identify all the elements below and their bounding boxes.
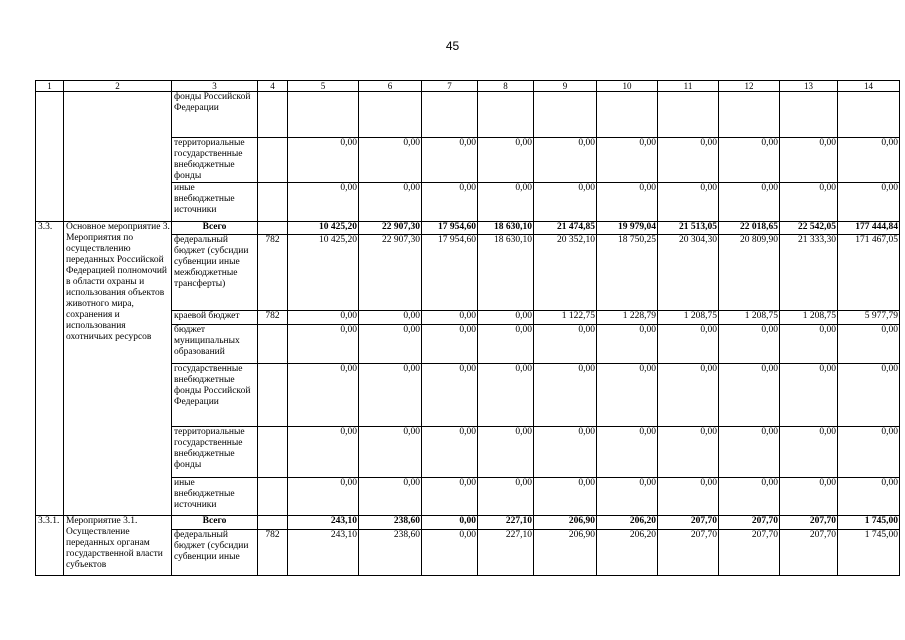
funding-source-cell: бюджет муниципальных образований — [172, 325, 258, 364]
value-cell: 0,00 — [780, 138, 838, 183]
item-name-cell: Мероприятие 3.1. Осуществление переданных органам государственной власти субъектов — [64, 516, 172, 576]
value-cell — [658, 92, 719, 138]
value-cell: 0,00 — [359, 478, 422, 516]
value-cell: 0,00 — [780, 427, 838, 478]
value-cell: 21 333,30 — [780, 235, 838, 311]
value-cell: 0,00 — [359, 183, 422, 222]
value-cell: 243,10 — [288, 530, 359, 576]
column-number-2: 2 — [64, 81, 172, 92]
value-cell: 206,20 — [597, 530, 658, 576]
funding-source-cell: иные внебюджетные источники — [172, 183, 258, 222]
value-cell: 238,60 — [359, 530, 422, 576]
value-cell: 0,00 — [478, 311, 534, 325]
value-cell: 0,00 — [780, 325, 838, 364]
value-cell: 0,00 — [597, 138, 658, 183]
value-cell: 0,00 — [422, 478, 478, 516]
value-cell: 0,00 — [478, 427, 534, 478]
value-cell: 0,00 — [422, 183, 478, 222]
code-cell — [258, 325, 288, 364]
column-number-3: 3 — [172, 81, 258, 92]
value-cell: 20 304,30 — [658, 235, 719, 311]
value-cell: 18 630,10 — [478, 222, 534, 235]
value-cell: 21 474,85 — [534, 222, 597, 235]
value-cell: 21 513,05 — [658, 222, 719, 235]
value-cell: 0,00 — [422, 311, 478, 325]
table-row — [36, 516, 900, 530]
value-cell: 5 977,79 — [838, 311, 900, 325]
funding-source-cell: иные внебюджетные источники — [172, 478, 258, 516]
value-cell: 0,00 — [422, 325, 478, 364]
budget-table — [35, 80, 900, 576]
column-number-10: 10 — [597, 81, 658, 92]
item-number-cell: 3.3. — [36, 222, 64, 516]
value-cell: 0,00 — [288, 364, 359, 427]
column-number-13: 13 — [780, 81, 838, 92]
value-cell — [534, 92, 597, 138]
funding-source-cell: территориальные государственные внебюджетные фонды — [172, 138, 258, 183]
funding-source-cell: краевой бюджет — [172, 311, 258, 325]
value-cell — [478, 92, 534, 138]
code-cell — [258, 516, 288, 530]
value-cell: 0,00 — [658, 325, 719, 364]
value-cell: 227,10 — [478, 530, 534, 576]
value-cell: 0,00 — [359, 427, 422, 478]
value-cell: 0,00 — [780, 478, 838, 516]
value-cell: 0,00 — [422, 427, 478, 478]
value-cell: 22 907,30 — [359, 235, 422, 311]
value-cell: 0,00 — [478, 325, 534, 364]
value-cell: 0,00 — [534, 138, 597, 183]
funding-source-cell: государственные внебюджетные фонды Российской Федерации — [172, 364, 258, 427]
value-cell: 0,00 — [534, 427, 597, 478]
value-cell: 0,00 — [288, 183, 359, 222]
value-cell: 1 208,75 — [780, 311, 838, 325]
column-number-11: 11 — [658, 81, 719, 92]
value-cell — [780, 92, 838, 138]
value-cell: 0,00 — [478, 364, 534, 427]
value-cell: 207,70 — [658, 516, 719, 530]
value-cell: 18 630,10 — [478, 235, 534, 311]
value-cell: 0,00 — [288, 138, 359, 183]
column-number-8: 8 — [478, 81, 534, 92]
value-cell: 0,00 — [838, 427, 900, 478]
value-cell — [359, 92, 422, 138]
value-cell: 0,00 — [597, 364, 658, 427]
code-cell — [258, 138, 288, 183]
value-cell: 177 444,84 — [838, 222, 900, 235]
value-cell: 17 954,60 — [422, 235, 478, 311]
value-cell: 1 228,79 — [597, 311, 658, 325]
funding-source-cell: Всего — [172, 516, 258, 530]
value-cell: 0,00 — [422, 516, 478, 530]
value-cell: 0,00 — [422, 530, 478, 576]
item-number-cell — [36, 92, 64, 222]
item-number-cell: 3.3.1. — [36, 516, 64, 576]
value-cell: 0,00 — [288, 325, 359, 364]
column-number-5: 5 — [288, 81, 359, 92]
header-row — [36, 81, 900, 92]
code-cell — [258, 183, 288, 222]
funding-source-cell: федеральный бюджет (субсидии субвенции иные — [172, 530, 258, 576]
value-cell: 1 745,00 — [838, 516, 900, 530]
value-cell: 0,00 — [534, 364, 597, 427]
funding-source-cell: Всего — [172, 222, 258, 235]
page-number: 45 — [445, 39, 460, 53]
value-cell: 18 750,25 — [597, 235, 658, 311]
value-cell: 0,00 — [838, 138, 900, 183]
value-cell: 10 425,20 — [288, 235, 359, 311]
code-cell — [258, 92, 288, 138]
column-number-7: 7 — [422, 81, 478, 92]
funding-source-cell: территориальные государственные внебюджетные фонды — [172, 427, 258, 478]
value-cell: 17 954,60 — [422, 222, 478, 235]
value-cell: 207,70 — [780, 530, 838, 576]
item-name-cell — [64, 92, 172, 222]
value-cell: 171 467,05 — [838, 235, 900, 311]
value-cell: 22 907,30 — [359, 222, 422, 235]
value-cell: 0,00 — [597, 478, 658, 516]
code-cell — [258, 222, 288, 235]
value-cell: 0,00 — [288, 427, 359, 478]
value-cell: 0,00 — [422, 364, 478, 427]
value-cell: 0,00 — [422, 138, 478, 183]
value-cell: 207,70 — [780, 516, 838, 530]
value-cell: 0,00 — [719, 183, 780, 222]
value-cell: 0,00 — [288, 311, 359, 325]
value-cell: 0,00 — [359, 138, 422, 183]
code-cell — [258, 478, 288, 516]
value-cell: 207,70 — [719, 516, 780, 530]
value-cell: 0,00 — [478, 138, 534, 183]
column-number-6: 6 — [359, 81, 422, 92]
value-cell: 0,00 — [534, 478, 597, 516]
value-cell: 10 425,20 — [288, 222, 359, 235]
value-cell: 22 542,05 — [780, 222, 838, 235]
value-cell: 0,00 — [719, 325, 780, 364]
value-cell: 0,00 — [719, 364, 780, 427]
value-cell: 0,00 — [658, 364, 719, 427]
value-cell: 207,70 — [658, 530, 719, 576]
value-cell: 0,00 — [658, 138, 719, 183]
value-cell: 22 018,65 — [719, 222, 780, 235]
value-cell: 0,00 — [359, 364, 422, 427]
column-number-1: 1 — [36, 81, 64, 92]
column-number-9: 9 — [534, 81, 597, 92]
item-name-cell: Основное мероприятие 3. Мероприятия по осуществлению переданных Российской Федерацией полномочий в области охраны и использования объектов животного мира, сохранения и использования охотничьих ресурсов — [64, 222, 172, 516]
value-cell: 0,00 — [838, 364, 900, 427]
value-cell: 0,00 — [288, 478, 359, 516]
value-cell: 20 352,10 — [534, 235, 597, 311]
value-cell: 0,00 — [359, 325, 422, 364]
value-cell: 0,00 — [359, 311, 422, 325]
value-cell: 0,00 — [658, 183, 719, 222]
value-cell: 0,00 — [597, 183, 658, 222]
value-cell: 19 979,04 — [597, 222, 658, 235]
value-cell: 206,20 — [597, 516, 658, 530]
table-row — [36, 222, 900, 235]
funding-source-cell: фонды Российской Федерации — [172, 92, 258, 138]
value-cell: 0,00 — [719, 427, 780, 478]
value-cell — [719, 92, 780, 138]
value-cell — [422, 92, 478, 138]
value-cell: 0,00 — [658, 478, 719, 516]
table-row — [36, 92, 900, 138]
value-cell: 243,10 — [288, 516, 359, 530]
value-cell — [597, 92, 658, 138]
code-cell: 782 — [258, 235, 288, 311]
code-cell: 782 — [258, 530, 288, 576]
value-cell: 238,60 — [359, 516, 422, 530]
value-cell: 0,00 — [719, 138, 780, 183]
value-cell: 207,70 — [719, 530, 780, 576]
value-cell: 0,00 — [478, 478, 534, 516]
funding-source-cell: федеральный бюджет (субсидии субвенции иные межбюджетные трансферты) — [172, 235, 258, 311]
value-cell: 0,00 — [838, 325, 900, 364]
code-cell — [258, 364, 288, 427]
value-cell: 1 745,00 — [838, 530, 900, 576]
column-number-12: 12 — [719, 81, 780, 92]
value-cell: 0,00 — [534, 183, 597, 222]
value-cell: 206,90 — [534, 530, 597, 576]
code-cell: 782 — [258, 311, 288, 325]
code-cell — [258, 427, 288, 478]
column-number-14: 14 — [838, 81, 900, 92]
value-cell: 0,00 — [838, 183, 900, 222]
value-cell: 1 208,75 — [658, 311, 719, 325]
value-cell: 0,00 — [597, 427, 658, 478]
value-cell: 0,00 — [719, 478, 780, 516]
value-cell: 206,90 — [534, 516, 597, 530]
column-number-4: 4 — [258, 81, 288, 92]
value-cell: 20 809,90 — [719, 235, 780, 311]
value-cell: 0,00 — [534, 325, 597, 364]
value-cell — [288, 92, 359, 138]
value-cell: 0,00 — [780, 183, 838, 222]
value-cell: 227,10 — [478, 516, 534, 530]
value-cell: 1 208,75 — [719, 311, 780, 325]
value-cell — [838, 92, 900, 138]
value-cell: 0,00 — [838, 478, 900, 516]
value-cell: 0,00 — [658, 427, 719, 478]
value-cell: 0,00 — [780, 364, 838, 427]
value-cell: 0,00 — [478, 183, 534, 222]
value-cell: 1 122,75 — [534, 311, 597, 325]
value-cell: 0,00 — [597, 325, 658, 364]
